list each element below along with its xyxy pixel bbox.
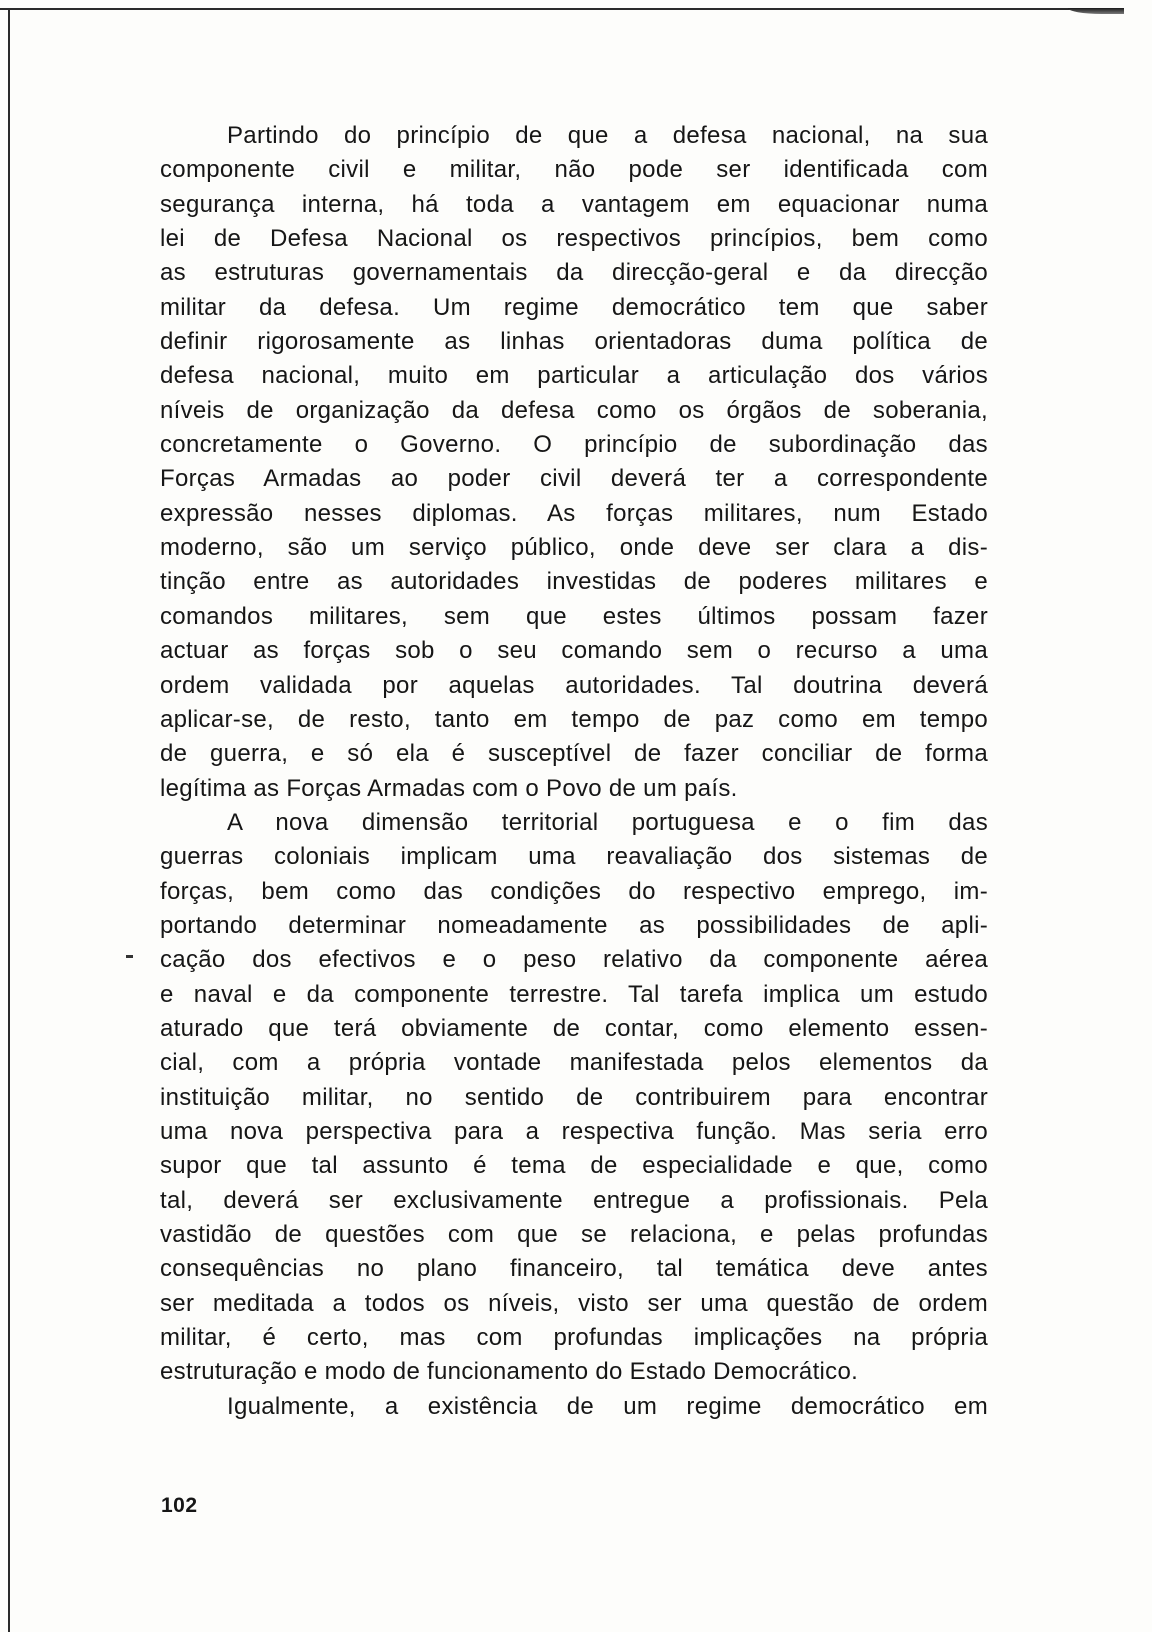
text-line: ordem validada por aquelas autoridades. Tal doutrina deverá [160,671,988,699]
text-line: Igualmente, a existência de um regime democrático em [227,1392,988,1420]
margin-mark [126,955,133,958]
page-number: 102 [161,1494,198,1517]
text-line: militar da defesa. Um regime democrático tem que saber [160,293,988,321]
text-line: e naval e da componente terrestre. Tal tarefa implica um estudo [160,980,988,1008]
text-line: actuar as forças sob o seu comando sem o recurso a uma [160,637,988,665]
text-line: guerras coloniais implicam uma reavaliação dos sistemas de [160,843,988,871]
text-line: cação dos efectivos e o peso relativo da componente aérea [160,946,988,974]
text-line: expressão nesses diplomas. As forças militares, num Estado [160,499,988,527]
text-line: vastidão de questões com que se relaciona, e pelas profundas [160,1221,988,1248]
text-line: segurança interna, há toda a vantagem em equacionar numa [160,190,988,218]
text-line: estruturação e modo de funcionamento do Estado Democrático. [160,1358,859,1386]
text-line: lei de Defesa Nacional os respectivos princípios, bem como [160,225,988,253]
text-line: aplicar-se, de resto, tanto em tempo de paz como em tempo [160,705,988,733]
text-line: forças, bem como das condições do respectivo emprego, im- [160,877,988,905]
text-line: cial, com a própria vontade manifestada pelos elementos da [160,1049,988,1077]
text-line: supor que tal assunto é tema de especialidade e que, como [160,1152,988,1180]
text-line: consequências no plano financeiro, tal temática deve antes [160,1255,988,1283]
text-line: A nova dimensão territorial portuguesa e o fim das [227,808,988,836]
text-line: ser meditada a todos os níveis, visto ser uma questão de ordem [160,1289,988,1317]
text-line: tal, deverá ser exclusivamente entregue a profissionais. Pela [160,1186,988,1214]
scan-top-corner-shadow [1068,8,1124,14]
text-line: Partindo do princípio de que a defesa nacional, na sua [227,122,988,149]
text-line: defesa nacional, muito em particular a articulação dos vários [160,362,988,390]
text-line: instituição militar, no sentido de contribuirem para encontrar [160,1083,988,1111]
text-line: legítima as Forças Armadas com o Povo de um país. [160,774,738,802]
text-line: definir rigorosamente as linhas orientadoras duma política de [160,328,988,356]
text-line: concretamente o Governo. O princípio de subordinação das [160,431,988,459]
text-line: militar, é certo, mas com profundas implicações na própria [160,1324,988,1352]
text-line: componente civil e militar, não pode ser identificada com [160,156,988,184]
text-line: tinção entre as autoridades investidas de poderes militares e [160,568,988,596]
scan-top-edge [0,8,1120,10]
body-text [160,119,988,1424]
text-line: Forças Armadas ao poder civil deverá ter a correspondente [160,465,988,493]
scan-left-edge [8,8,10,1632]
text-line: de guerra, e só ela é susceptível de fazer conciliar de forma [160,740,988,768]
text-line: as estruturas governamentais da direcção-geral e da direcção [160,259,988,287]
text-line: aturado que terá obviamente de contar, como elemento essen- [160,1014,988,1042]
text-line: comandos militares, sem que estes últimos possam fazer [160,602,988,630]
text-line: moderno, são um serviço público, onde deve ser clara a dis- [160,534,988,562]
text-line: níveis de organização da defesa como os órgãos de soberania, [160,396,988,424]
text-line: uma nova perspectiva para a respectiva função. Mas seria erro [160,1117,988,1145]
text-line: portando determinar nomeadamente as possibilidades de apli- [160,911,988,939]
